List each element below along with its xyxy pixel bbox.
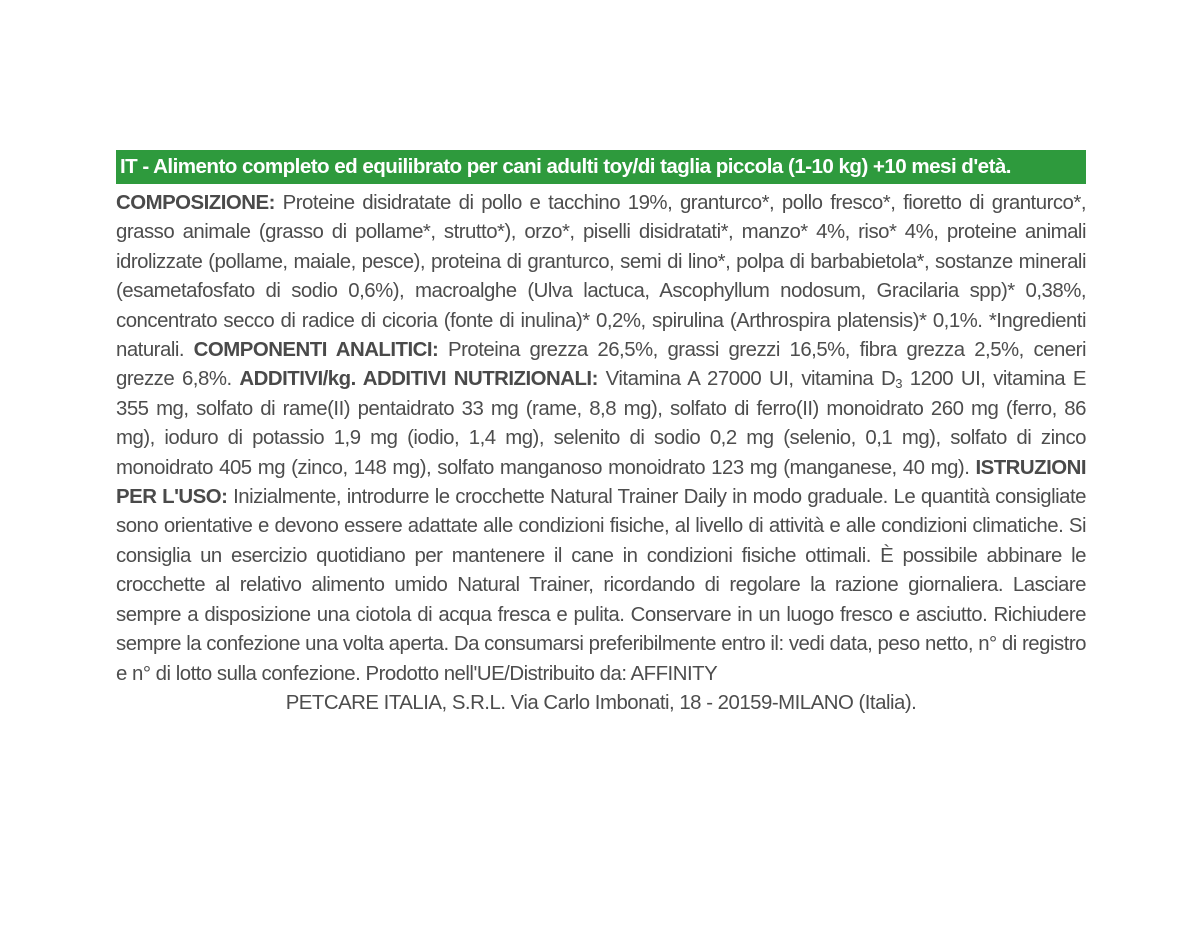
- vitamin-d-subscript: 3: [895, 376, 902, 392]
- label-header: IT - Alimento completo ed equilibrato per cani adulti toy/di taglia piccola (1-10 kg) +10 mesi d'età.: [116, 150, 1086, 184]
- additivi-text-1: Vitamina A 27000 UI, vitamina D: [597, 368, 896, 391]
- label-body: [116, 189, 1086, 689]
- additivi-text-2: 1200 UI, vitamina E 355 mg, solfato di rame(II) pentaidrato 33 mg (rame, 8,8 mg), solfato di ferro(II) monoidrato 260 mg (ferro, 86 mg), ioduro di potassio 1,9 mg (iodio, 1,4 mg), selenito di sodio 0,2 mg (selenio, 0,1 mg), solfato di zinco monoidrato 405 mg (zinco, 148 mg), solfato manganoso monoidrato 123 mg (manganese, 40 mg).: [116, 368, 1087, 479]
- componenti-heading: COMPONENTI ANALITICI:: [193, 339, 439, 362]
- istruzioni-heading: ISTRUZIONI PER L'USO:: [116, 456, 1086, 509]
- additivi-heading: ADDITIVI/kg. ADDITIVI NUTRIZIONALI:: [239, 368, 598, 391]
- product-label: [116, 150, 1086, 718]
- componenti-text: Proteina grezza 26,5%, grassi grezzi 16,5%, fibra grezza 2,5%, ceneri grezze 6,8%.: [116, 339, 1086, 391]
- istruzioni-text: Inizialmente, introdurre le crocchette Natural Trainer Daily in modo graduale. Le quantità consigliate sono orientative e devono essere adattate alle condizioni fisiche, al livello di attività e alle condizioni climatiche. Si consiglia un esercizio quotidiano per mantenere il cane in condizioni fisiche ottimali. È possibile abbinare le crocchette al relativo alimento umido Natural Trainer, ricordando di regolare la razione giornaliera. Lasciare sempre a disposizione una ciotola di acqua fresca e pulita. Conservare in un luogo fresco e asciutto. Richiudere sempre la confezione una volta aperta. Da consumarsi preferibilmente entro il: vedi data, peso netto, n° di registro e n° di lotto sulla confezione. Prodotto nell'UE/Distribuito da: AFFINITY: [116, 486, 1086, 685]
- label-footer: PETCARE ITALIA, S.R.L. Via Carlo Imbonati, 18 - 20159-MILANO (Italia).: [285, 691, 917, 714]
- composizione-heading: COMPOSIZIONE:: [116, 192, 275, 214]
- composizione-text: Proteine disidratate di pollo e tacchino 19%, granturco*, pollo fresco*, fioretto di granturco*, grasso animale (grasso di pollame*, strutto*), orzo*, piselli disidratati*, manzo* 4%, riso* 4%, proteine animali idrolizzate (pollame, maiale, pesce), proteina di granturco, semi di lino*, polpa di barbabietola*, sostanze minerali (esametafosfato di sodio 0,6%), macroalghe (Ulva lactuca, Ascophyllum nodosum, Gracilaria spp)* 0,38%, concentrato secco di radice di cicoria (fonte di inulina)* 0,2%, spirulina (Arthrospira platensis)* 0,1%. *Ingredienti naturali.: [116, 192, 1086, 362]
